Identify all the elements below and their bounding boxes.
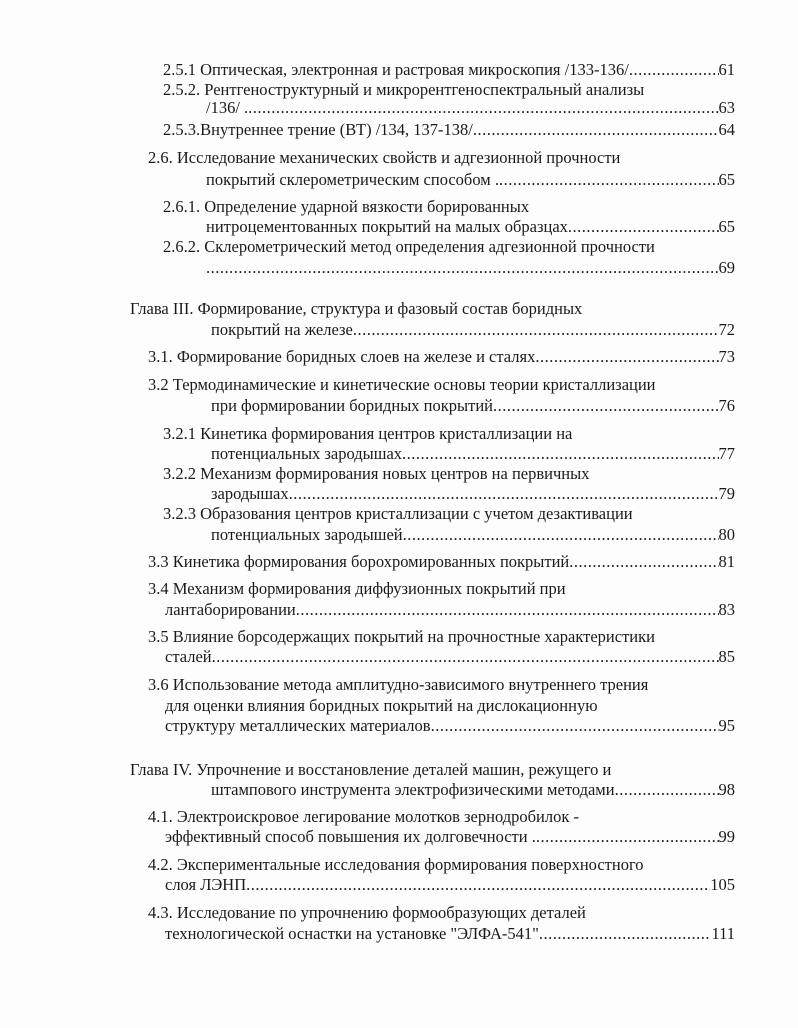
dot-leader [499, 170, 719, 190]
toc-entry-text: 2.6.2. Склерометрический метод определения адгезионной прочности [163, 237, 655, 256]
toc-line [165, 696, 598, 716]
dot-leader [296, 600, 719, 620]
toc-entry-text: слоя ЛЭНП [165, 875, 247, 894]
toc-line [163, 197, 529, 217]
toc-entry-text: для оценки влияния боридных покрытий на дислокационную [165, 696, 598, 715]
toc-line-with-page [206, 217, 735, 237]
toc-line [148, 148, 620, 168]
toc-entry-text: 2.5.2. Рентгеноструктурный и микрорентгеноспектральный анализы [163, 80, 645, 99]
dot-leader [289, 484, 719, 504]
toc-line [148, 903, 586, 923]
dot-leader [536, 827, 719, 847]
toc-line-with-page [165, 827, 735, 847]
toc-line-with-page [165, 875, 735, 895]
toc-entry-text: /136/ . [206, 98, 249, 117]
toc-entry-text: 3.5 Влияние борсодержащих покрытий на прочностные характеристики [148, 627, 655, 646]
toc-entry-text: структуру металлических материалов [165, 716, 431, 735]
toc-line-with-page [211, 396, 735, 416]
page-number: 73 [718, 347, 735, 366]
toc-entry-text: эффективный способ повышения их долговечности . [165, 827, 536, 846]
toc-entry-text: покрытий склерометрическим способом . [206, 170, 499, 189]
toc-entry-text: Глава III. Формирование, структура и фазовый состав боридных [130, 299, 583, 318]
toc-line [130, 760, 611, 780]
toc-entry-text: Глава IV. Упрочнение и восстановление деталей машин, режущего и [130, 760, 612, 779]
toc-entry-text: потенциальных зародышей [211, 525, 403, 544]
toc-entry-text: 2.5.1 Оптическая, электронная и растровая микроскопия /133-136/ [163, 60, 629, 79]
dot-leader [248, 98, 718, 118]
dot-leader [539, 924, 712, 944]
dot-leader [206, 258, 719, 278]
toc-line [148, 375, 656, 395]
toc-entry-text: 2.6. Исследование механических свойств и адгезионной прочности [148, 148, 621, 167]
toc-entry-text: штампового инструмента электрофизическими методами [211, 780, 615, 799]
toc-entry-text: покрытий на железе [211, 320, 353, 339]
dot-leader [629, 60, 719, 80]
toc-line [163, 464, 589, 484]
toc-line [163, 504, 633, 524]
page-number: 79 [718, 484, 735, 503]
dot-leader [431, 716, 719, 736]
toc-line-with-page [163, 60, 735, 80]
page-number: 99 [718, 827, 735, 846]
dot-leader [353, 320, 719, 340]
toc-entry-text: 4.2. Экспериментальные исследования формирования поверхностного [148, 855, 644, 874]
toc-entry-text: 3.2.3 Образования центров кристаллизации с учетом дезактивации [163, 504, 633, 523]
toc-line [148, 579, 566, 599]
page-number: 65 [718, 217, 735, 236]
page-number: 64 [718, 120, 735, 139]
page-number: 98 [718, 780, 735, 799]
toc-entry-text: сталей [165, 647, 212, 666]
toc-entry-text: 2.5.3.Внутреннее трение (ВТ) /134, 137-138/ [163, 120, 473, 139]
dot-leader [493, 396, 719, 416]
toc-entry-text: 3.3 Кинетика формирования борохромированных покрытий [148, 552, 570, 571]
toc-entry-text: лантаборировании [165, 600, 296, 619]
toc-line-with-page [211, 780, 735, 800]
dot-leader [473, 120, 719, 140]
page-number: 61 [718, 60, 735, 79]
page-number: 95 [718, 716, 735, 735]
page-number: 65 [718, 170, 735, 189]
page-number: 81 [718, 552, 735, 571]
toc-line [148, 807, 579, 827]
toc-line-with-page [206, 170, 735, 190]
toc-line-with-page [165, 716, 735, 736]
toc-line-with-page [211, 525, 735, 545]
page-number: 105 [710, 875, 735, 894]
toc-entry-text: 3.2.2 Механизм формирования новых центров на первичных [163, 464, 590, 483]
dot-leader [568, 217, 719, 237]
toc-line-with-page [148, 347, 735, 367]
toc-line [148, 675, 648, 695]
toc-line [163, 237, 655, 257]
toc-entry-text: потенциальных зародышах [211, 444, 403, 463]
toc-line [130, 299, 582, 319]
toc-entry-text: 3.6 Использование метода амплитудно-зависимого внутреннего трения [148, 675, 649, 694]
toc-entry-text: 2.6.1. Определение ударной вязкости борированных [163, 197, 530, 216]
dot-leader [403, 525, 719, 545]
dot-leader [569, 552, 718, 572]
page-number: 83 [718, 600, 735, 619]
page-number: 80 [718, 525, 735, 544]
toc-entry-text: 3.2.1 Кинетика формирования центров кристаллизации на [163, 424, 573, 443]
dot-leader [535, 347, 718, 367]
toc-line-with-page [165, 924, 735, 944]
toc-entry-text: 3.2 Термодинамические и кинетические основы теории кристаллизации [148, 375, 656, 394]
toc-line-with-page [211, 444, 735, 464]
toc-line-with-page [163, 120, 735, 140]
page-number: 72 [718, 320, 735, 339]
toc-line-with-page [211, 320, 735, 340]
toc-line-with-page [165, 600, 735, 620]
toc-entry-text: 3.4 Механизм формирования диффузионных покрытий при [148, 579, 566, 598]
toc-line [148, 855, 644, 875]
toc-entry-text: технологической оснастки на установке "ЭЛФА-541" [165, 924, 539, 943]
dot-leader [246, 875, 710, 895]
toc-entry-text: 4.1. Электроискровое легирование молотков зернодробилок - [148, 807, 579, 826]
toc-line-with-page [211, 484, 735, 504]
toc-line-with-page [206, 258, 735, 278]
page-number: 85 [718, 647, 735, 666]
page-number: 76 [718, 396, 735, 415]
page-number: 63 [718, 98, 735, 117]
toc-line-with-page [206, 98, 735, 118]
toc-line-with-page [148, 552, 735, 572]
dot-leader [615, 780, 719, 800]
toc-entry-text: 4.3. Исследование по упрочнению формообразующих деталей [148, 903, 586, 922]
toc-line [163, 424, 572, 444]
page-number: 111 [711, 924, 735, 943]
toc-entry-text: 3.1. Формирование боридных слоев на железе и сталях [148, 347, 536, 366]
toc-line-with-page [165, 647, 735, 667]
toc-entry-text: нитроцементованных покрытий на малых образцах [206, 217, 568, 236]
page-number: 69 [718, 258, 735, 277]
page-number: 77 [718, 444, 735, 463]
dot-leader [402, 444, 718, 464]
toc-line [148, 627, 655, 647]
dot-leader [212, 647, 719, 667]
toc-line [163, 80, 644, 100]
toc-entry-text: зародышах [211, 484, 289, 503]
toc-entry-text: при формировании боридных покрытий [211, 396, 493, 415]
